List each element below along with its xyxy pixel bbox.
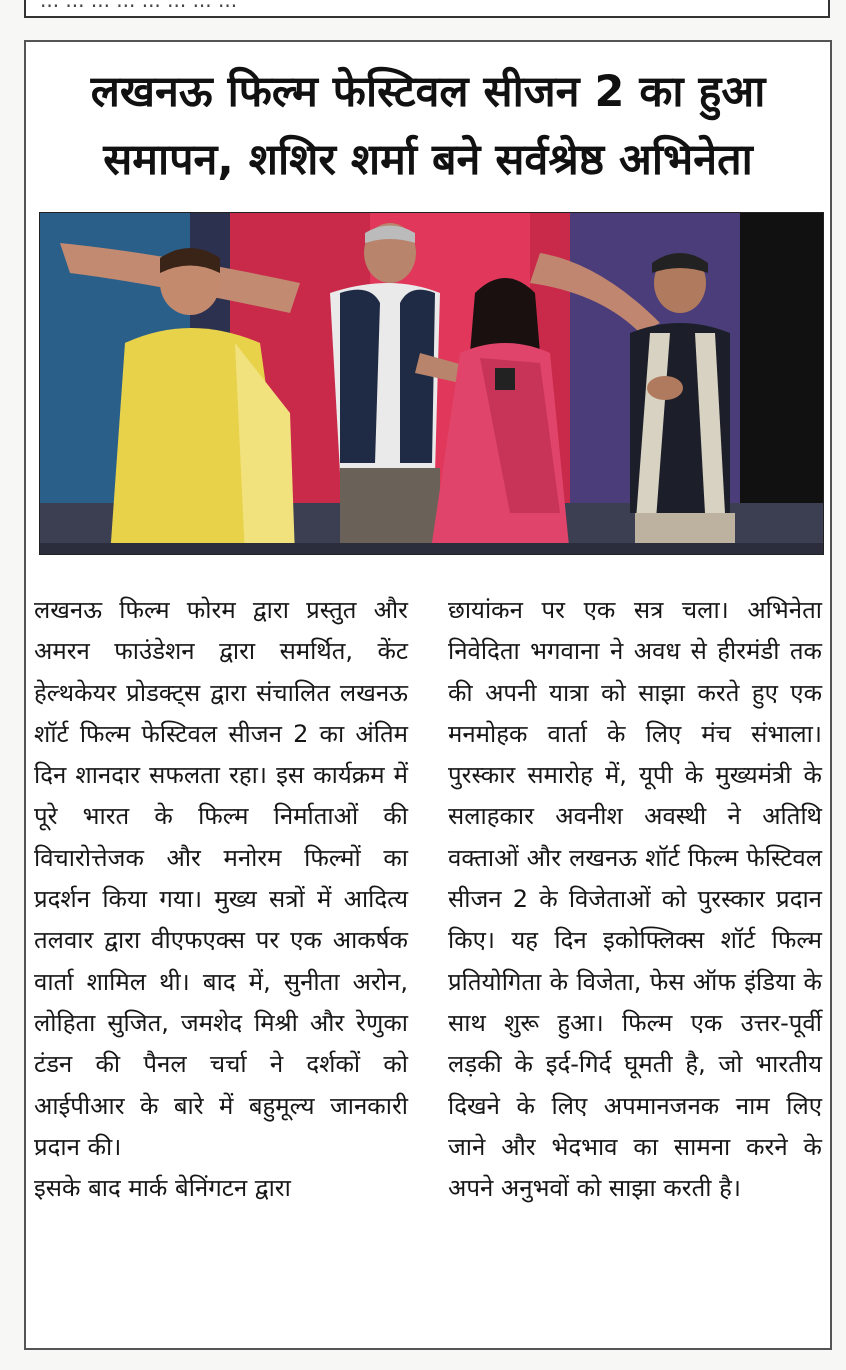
award-ceremony-photo	[39, 212, 824, 555]
article-paragraph: लखनऊ फिल्म फोरम द्वारा प्रस्तुत और अमरन फाउंडेशन द्वारा समर्थित, केंट हेल्थकेयर प्रोडक्ट्स द्वारा संचालित लखनऊ शॉर्ट फिल्म फेस्टिवल सीजन 2 का अंतिम दिन शानदार सफलता रहा। इस कार्यक्रम में पूरे भारत के फिल्म निर्माताओं की विचारोत्तेजक और मनोरम फिल्मों का प्रदर्शन किया गया। मुख्य सत्रों में आदित्य तलवार द्वारा वीएफएक्स पर एक आकर्षक वार्ता शामिल थी। बाद में, सुनीता अरोन, लोहिता सुजित, जमशेद मिश्री और रेणुका टंडन की पैनल चर्चा ने दर्शकों को आईपीआर के बारे में बहुमूल्य जानकारी प्रदान की।	[34, 596, 408, 1161]
news-article	[24, 40, 832, 1350]
photo-illustration	[40, 213, 824, 555]
article-paragraph: इसके बाद मार्क बेनिंगटन द्वारा	[34, 1174, 291, 1203]
previous-article-box	[24, 0, 830, 18]
previous-article-text: ... ... ... ... ... ... ... ...	[40, 0, 238, 12]
article-body-left-column	[34, 590, 408, 1209]
article-headline: लखनऊ फिल्म फेस्टिवल सीजन 2 का हुआ समापन, शशिर शर्मा बने सर्वश्रेष्ठ अभिनेता	[90, 67, 766, 185]
article-body-right-column	[448, 590, 822, 1209]
article-paragraph: छायांकन पर एक सत्र चला। अभिनेता निवेदिता भगवाना ने अवध से हीरमंडी तक की अपनी यात्रा को साझा करते हुए एक मनमोहक वार्ता के लिए मंच संभाला। पुरस्कार समारोह में, यूपी के मुख्यमंत्री के सलाहकार अवनीश अवस्थी ने अतिथि वक्ताओं और लखनऊ शॉर्ट फिल्म फेस्टिवल सीजन 2 के विजेताओं को पुरस्कार प्रदान किए। यह दिन इकोफ्लिक्स शॉर्ट फिल्म प्रतियोगिता के विजेता, फेस ऑफ इंडिया के साथ शुरू हुआ। फिल्म एक उत्तर-पूर्वी लड़की के इर्द-गिर्द घूमती है, जो भारतीय दिखने के लिए अपमानजनक नाम लिए जाने और भेदभाव का सामना करने के अपने अनुभवों को साझा करती है।	[448, 596, 822, 1203]
